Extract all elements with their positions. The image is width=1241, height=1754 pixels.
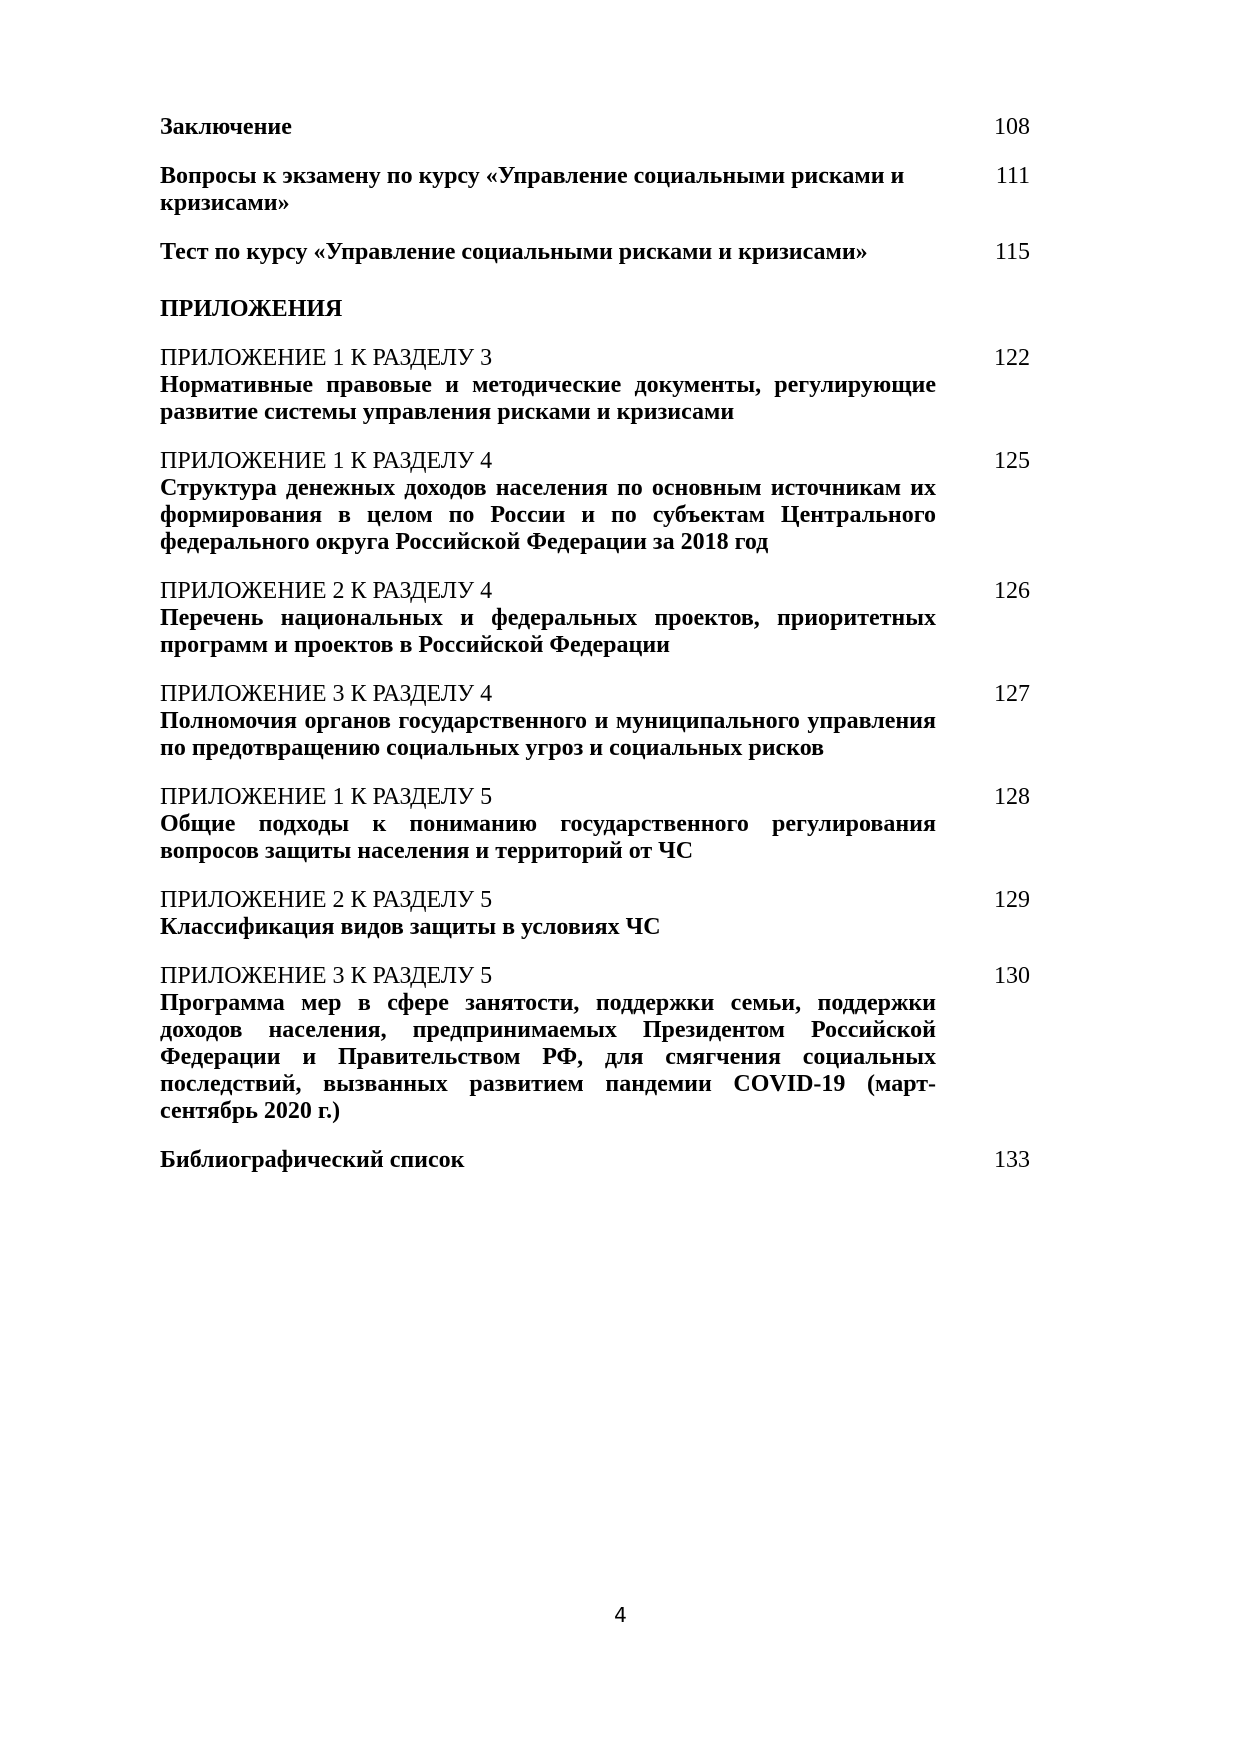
toc-entry-text xyxy=(160,784,936,865)
toc-entry-appendix[interactable] xyxy=(160,448,1030,556)
toc-entry-title: Тест по курсу «Управление социальными рисками и кризисами» xyxy=(160,239,868,265)
appendix-title: Общие подходы к пониманию государственного регулирования вопросов защиты населения и территорий от ЧС xyxy=(160,811,936,864)
toc-entry-appendix[interactable] xyxy=(160,784,1030,865)
toc-entry-text xyxy=(160,887,936,941)
toc-entry-text xyxy=(160,578,936,659)
toc-entry-page: 122 xyxy=(994,345,1030,371)
appendix-label: ПРИЛОЖЕНИЕ 2 К РАЗДЕЛУ 5 xyxy=(160,887,493,913)
toc-entry-title: Заключение xyxy=(160,114,292,140)
toc-entry-appendix[interactable] xyxy=(160,963,1030,1125)
toc-entry-page: 127 xyxy=(994,681,1030,707)
toc-entry-page: 133 xyxy=(994,1147,1030,1173)
appendix-label: ПРИЛОЖЕНИЕ 3 К РАЗДЕЛУ 5 xyxy=(160,963,493,989)
toc-entry-appendix[interactable] xyxy=(160,887,1030,941)
toc-entry-text xyxy=(160,963,936,1125)
toc-entry-text xyxy=(160,345,936,426)
toc-entry-page: 111 xyxy=(995,163,1030,189)
toc-entry-appendix[interactable] xyxy=(160,578,1030,659)
toc-entry-page: 130 xyxy=(994,963,1030,989)
appendices-heading: ПРИЛОЖЕНИЯ xyxy=(160,296,343,322)
toc-entry-page: 115 xyxy=(994,239,1030,265)
appendix-title: Полномочия органов государственного и муниципального управления по предотвращению социальных угроз и социальных рисков xyxy=(160,708,936,761)
toc-entry-conclusion[interactable] xyxy=(160,114,1030,141)
toc-entry-title: Библиографический список xyxy=(160,1147,465,1173)
toc-entry-title: Вопросы к экзамену по курсу «Управление социальными рисками и кризисами» xyxy=(160,163,905,216)
toc-entry-text xyxy=(160,448,936,556)
toc-entry-page: 108 xyxy=(994,114,1030,140)
toc-entry-appendix[interactable] xyxy=(160,681,1030,762)
appendix-label: ПРИЛОЖЕНИЕ 1 К РАЗДЕЛУ 4 xyxy=(160,448,493,474)
page-number: 4 xyxy=(614,1603,627,1627)
toc-entry-exam-questions[interactable] xyxy=(160,163,1030,217)
toc-entry-page: 125 xyxy=(994,448,1030,474)
toc-entry-page: 126 xyxy=(994,578,1030,604)
appendix-title: Структура денежных доходов населения по основным источникам их формирования в целом по России и по субъектам Центрального федерального округа Российской Федерации за 2018 год xyxy=(160,475,936,555)
appendix-title: Программа мер в сфере занятости, поддержки семьи, поддержки доходов населения, предпринимаемых Президентом Российской Федерации и Правительством РФ, для смягчения социальных последствий, вызванных развитием пандемии COVID-19 (март-сентябрь 2020 г.) xyxy=(160,990,936,1124)
table-of-contents xyxy=(160,114,1030,1174)
appendix-label: ПРИЛОЖЕНИЕ 2 К РАЗДЕЛУ 4 xyxy=(160,578,493,604)
toc-entry-appendix[interactable] xyxy=(160,345,1030,426)
toc-entry-bibliography[interactable] xyxy=(160,1147,1030,1174)
appendix-title: Классификация видов защиты в условиях ЧС xyxy=(160,914,661,940)
appendix-label: ПРИЛОЖЕНИЕ 1 К РАЗДЕЛУ 3 xyxy=(160,345,493,371)
toc-entry-text xyxy=(160,681,936,762)
toc-entry-test[interactable] xyxy=(160,239,1030,266)
appendix-title: Нормативные правовые и методические документы, регулирующие развитие системы управления рисками и кризисами xyxy=(160,372,936,425)
appendix-title: Перечень национальных и федеральных проектов, приоритетных программ и проектов в Российской Федерации xyxy=(160,605,936,658)
toc-entry-page: 129 xyxy=(994,887,1030,913)
appendix-label: ПРИЛОЖЕНИЕ 1 К РАЗДЕЛУ 5 xyxy=(160,784,493,810)
toc-entry-page: 128 xyxy=(994,784,1030,810)
appendix-label: ПРИЛОЖЕНИЕ 3 К РАЗДЕЛУ 4 xyxy=(160,681,493,707)
